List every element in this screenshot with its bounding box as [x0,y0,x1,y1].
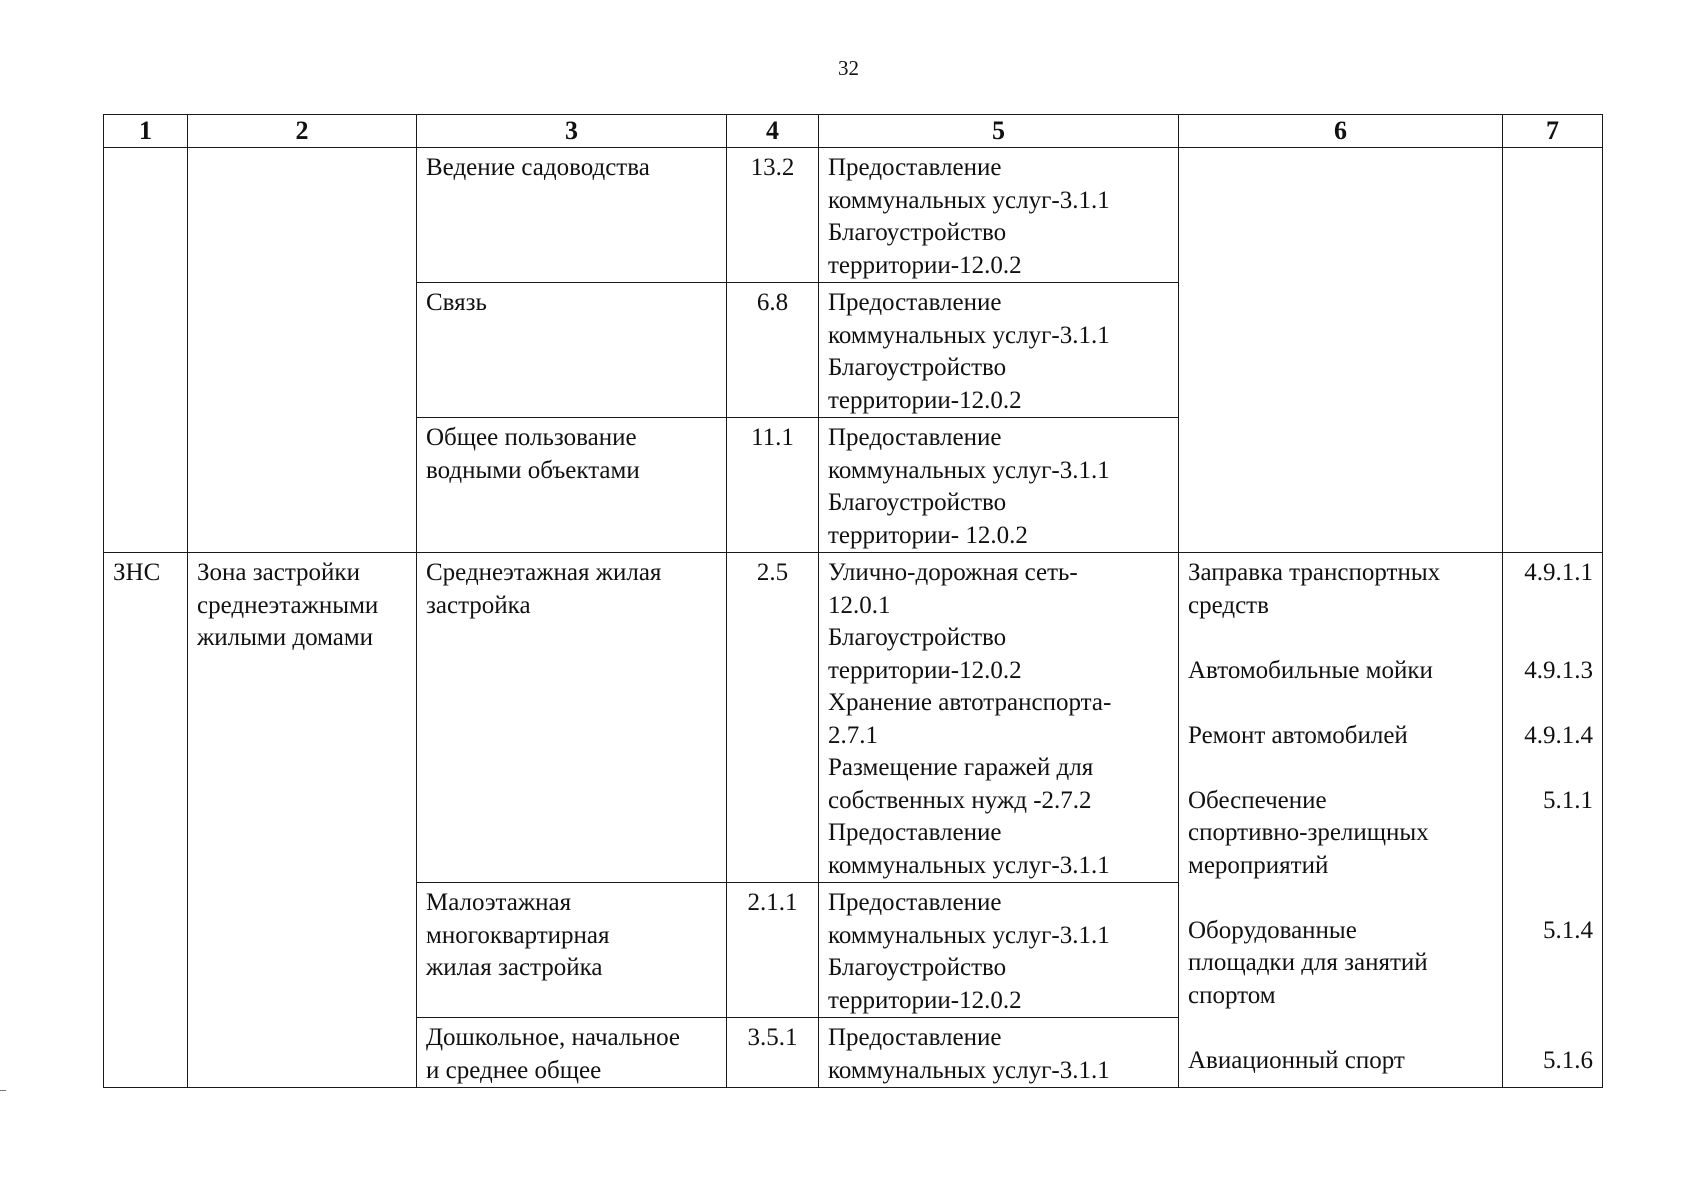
use-name-line: жилая застройка [426,954,603,981]
zone-name-line: среднеэтажными [197,591,379,619]
use-code-cell: 13.2 [727,148,819,283]
conditional-use-line: площадки для занятий [1188,949,1428,976]
use-code-cell: 3.5.1 [727,1018,819,1088]
conditional-codes-cell [1503,148,1603,553]
use-name-line: Связь [426,289,487,316]
auxiliary-line: Благоустройство [828,354,1007,381]
auxiliary-line: Благоустройство [828,219,1007,246]
auxiliary-line: территории-12.0.2 [828,251,1022,279]
spacer [1512,850,1593,883]
auxiliary-line: 12.0.1 [828,591,891,619]
use-name-line: Малоэтажная [426,889,572,916]
scan-edge-mark [0,1090,6,1091]
zone-name-cell [188,553,417,1088]
header-row [104,115,1603,148]
use-name-line: застройка [426,591,531,619]
conditional-use-line: Авиационный спорт [1188,1046,1405,1074]
conditional-use-line: спортивно-зрелищных [1188,819,1429,846]
table-row [104,553,1603,883]
use-name-line: Дошкольное, начальное [426,1024,681,1051]
spacer [1512,817,1593,850]
use-name-cell [417,553,727,883]
use-name-line: Среднеэтажная жилая [426,559,662,586]
auxiliary-line: территории- 12.0.2 [828,521,1028,549]
conditional-use-line: Ремонт автомобилей [1188,721,1408,749]
zoning-table [103,114,1603,1088]
spacer [1188,622,1493,655]
use-name-cell [417,283,727,418]
use-name-line: Общее пользование [426,424,637,451]
column-header: 6 [1179,115,1503,148]
column-header: 7 [1503,115,1603,148]
auxiliary-uses-cell [819,418,1179,553]
spacer [1512,622,1593,655]
auxiliary-line: Предоставление [828,154,1002,181]
auxiliary-line: коммунальных услуг-3.1.1 [828,1056,1110,1084]
use-code-cell: 2.1.1 [727,883,819,1018]
conditional-codes-cell [1503,553,1603,1088]
use-name-cell [417,1018,727,1088]
auxiliary-line: Улично-дорожная сеть- [828,559,1078,586]
conditional-code: 4.9.1.1 [1524,559,1593,586]
conditional-use-line: Обеспечение [1188,786,1327,814]
column-header: 3 [417,115,727,148]
conditional-use-line: Заправка транспортных [1188,559,1441,586]
use-code-cell: 11.1 [727,418,819,553]
auxiliary-uses-cell [819,283,1179,418]
auxiliary-line: Предоставление [828,424,1002,451]
conditional-code: 4.9.1.4 [1524,721,1593,749]
spacer [1512,752,1593,785]
auxiliary-uses-cell [819,148,1179,283]
zone-code-cell: ЗНС [104,553,188,1088]
auxiliary-line: Благоустройство [828,489,1007,516]
spacer [1512,687,1593,720]
use-name-line: Ведение садоводства [426,154,650,181]
conditional-code: 5.1.1 [1543,786,1593,814]
spacer [1188,752,1493,785]
auxiliary-line: Предоставление [828,289,1002,316]
auxiliary-line: территории-12.0.2 [828,986,1022,1014]
use-name-cell [417,883,727,1018]
use-name-line: и среднее общее [426,1056,602,1084]
auxiliary-line: коммунальных услуг-3.1.1 [828,456,1110,484]
conditional-use-line: средств [1188,591,1269,619]
auxiliary-line: Предоставление [828,889,1002,916]
conditional-uses-cell [1179,148,1503,553]
use-code-cell: 6.8 [727,283,819,418]
auxiliary-line: коммунальных услуг-3.1.1 [828,921,1110,949]
zone-code-cell [104,148,188,553]
auxiliary-line: Предоставление [828,1024,1002,1051]
spacer [1512,980,1593,1013]
page-number: 32 [838,56,859,80]
conditional-use-line: Автомобильные мойки [1188,656,1433,684]
spacer [1188,687,1493,720]
conditional-use-line: Оборудованные [1188,916,1357,944]
auxiliary-line: территории-12.0.2 [828,656,1022,684]
column-header: 2 [188,115,417,148]
auxiliary-line: территории-12.0.2 [828,386,1022,414]
conditional-code: 4.9.1.3 [1524,656,1593,684]
conditional-uses-cell [1179,553,1503,1088]
conditional-code: 5.1.6 [1543,1046,1593,1074]
spacer [1188,882,1493,915]
spacer [1512,947,1593,980]
column-header: 5 [819,115,1179,148]
use-name-cell [417,148,727,283]
spacer [1512,882,1593,915]
zone-name-line: жилыми домами [197,624,374,651]
auxiliary-uses-cell [819,1018,1179,1088]
conditional-use-line: мероприятий [1188,851,1329,879]
use-name-cell [417,418,727,553]
auxiliary-line: коммунальных услуг-3.1.1 [828,851,1110,879]
auxiliary-line: Благоустройство [828,954,1007,981]
zone-name-line: Зона застройки [197,559,360,586]
column-header: 4 [727,115,819,148]
use-code-cell: 2.5 [727,553,819,883]
spacer [1188,1012,1493,1045]
use-name-line: многоквартирная [426,921,610,949]
spacer [1512,1012,1593,1045]
auxiliary-line: Хранение автотранспорта- [828,689,1112,716]
auxiliary-uses-cell [819,553,1179,883]
zone-name-cell [188,148,417,553]
table-row [104,148,1603,283]
auxiliary-line: Предоставление [828,819,1002,846]
auxiliary-line: Благоустройство [828,624,1007,651]
auxiliary-line: коммунальных услуг-3.1.1 [828,321,1110,349]
conditional-code: 5.1.4 [1543,916,1593,944]
auxiliary-line: Размещение гаражей для [828,754,1094,781]
auxiliary-line: 2.7.1 [828,721,878,749]
auxiliary-line: коммунальных услуг-3.1.1 [828,186,1110,214]
conditional-use-line: спортом [1188,981,1276,1009]
use-name-line: водными объектами [426,456,640,484]
column-header: 1 [104,115,188,148]
auxiliary-line: собственных нужд -2.7.2 [828,786,1092,814]
auxiliary-uses-cell [819,883,1179,1018]
spacer [1512,590,1593,623]
